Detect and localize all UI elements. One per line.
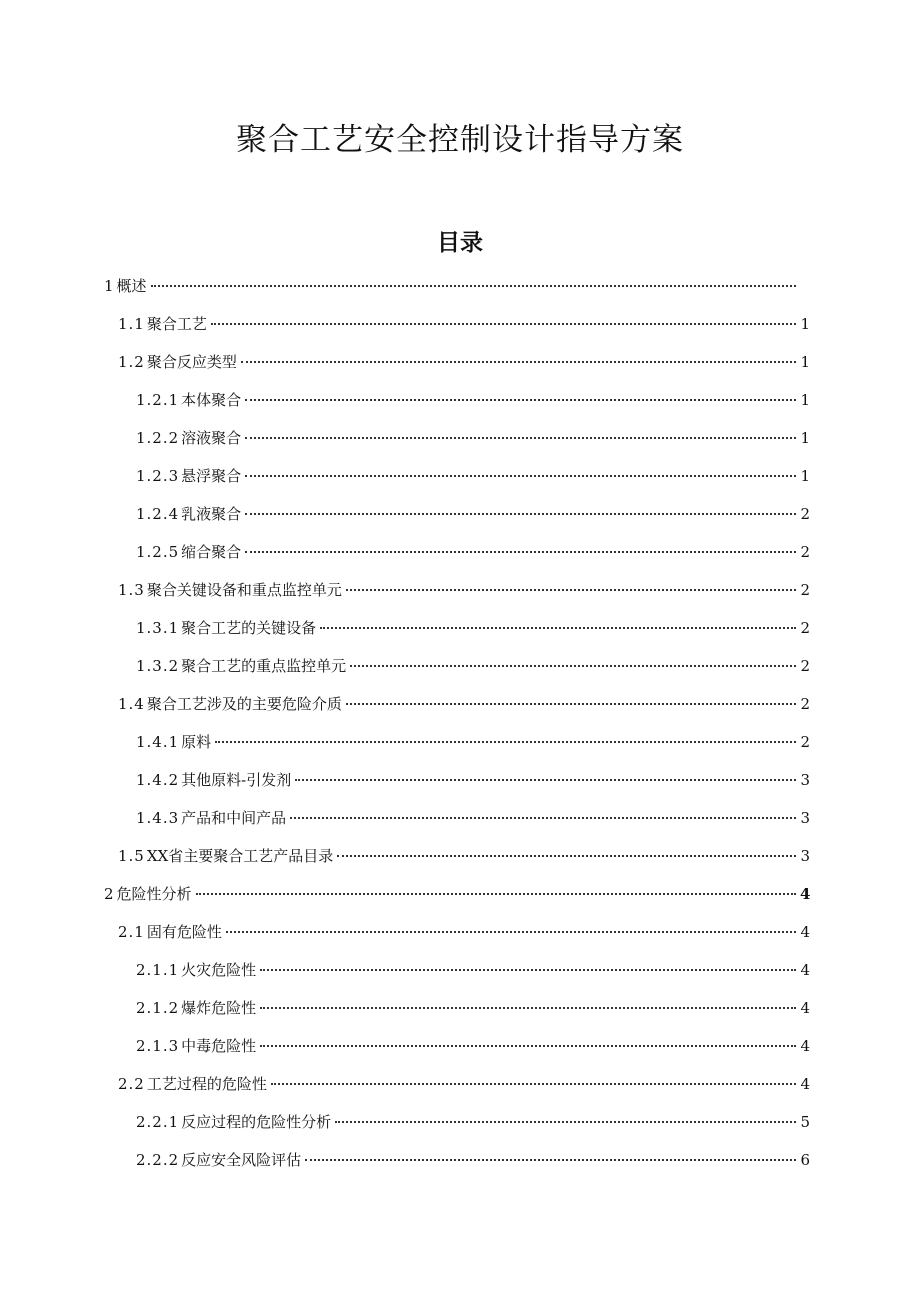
toc-dot-leader (245, 475, 796, 477)
toc-entry[interactable] (104, 274, 810, 298)
toc-entry-page: 1 (800, 391, 810, 409)
toc-entry-title: 爆炸危险性 (181, 999, 257, 1017)
toc-entry-number: 2 (104, 885, 115, 903)
toc-dot-leader (350, 665, 796, 667)
toc-entry-title: 聚合工艺 (146, 315, 207, 333)
toc-entry-page: 3 (800, 809, 810, 827)
toc-dot-leader (346, 589, 796, 591)
toc-entry-page: 4 (800, 1075, 810, 1093)
toc-entry-page: 4 (800, 1037, 810, 1055)
toc-dot-leader (295, 779, 796, 781)
toc-dot-leader (346, 703, 796, 705)
toc-entry-number: 2.1.2 (136, 999, 180, 1017)
toc-entry-page: 2 (800, 543, 810, 561)
toc-entry-number: 1.2.1 (136, 391, 180, 409)
toc-entry[interactable] (136, 958, 810, 982)
toc-entry-number: 1.2.5 (136, 543, 180, 561)
toc-dot-leader (196, 893, 796, 895)
toc-entry-number: 1.4.2 (136, 771, 180, 789)
toc-entry-title: 火灾危险性 (181, 961, 257, 979)
document-title: 聚合工艺安全控制设计指导方案 (236, 122, 684, 158)
toc-entry-page: 2 (800, 733, 810, 751)
toc-entry-number: 1.3.1 (136, 619, 180, 637)
toc-dot-leader (245, 399, 796, 401)
toc-entry[interactable] (136, 654, 810, 678)
toc-dot-leader (260, 1045, 796, 1047)
toc-entry-title: XX省主要聚合工艺产品目录 (146, 847, 334, 865)
toc-entry-page: 4 (800, 999, 810, 1017)
toc-entry-page: 1 (800, 353, 810, 371)
toc-dot-leader (290, 817, 796, 819)
toc-entry-number: 2.1 (118, 923, 145, 941)
toc-entry-number: 1.1 (118, 315, 145, 333)
toc-entry[interactable] (136, 1148, 810, 1172)
toc-entry-page: 1 (800, 315, 810, 333)
toc-entry-title: 聚合工艺的关键设备 (181, 619, 317, 637)
toc-dot-leader (245, 437, 796, 439)
toc-entry-title: 聚合反应类型 (146, 353, 237, 371)
toc-entry[interactable] (136, 502, 810, 526)
toc-entry[interactable] (136, 1034, 810, 1058)
toc-entry-number: 2.1.1 (136, 961, 180, 979)
toc-dot-leader (320, 627, 796, 629)
toc-entry[interactable] (118, 844, 810, 868)
toc-entry-page: 6 (800, 1151, 810, 1169)
toc-entry-number: 1.2.4 (136, 505, 180, 523)
toc-entry-number: 2.1.3 (136, 1037, 180, 1055)
toc-dot-leader (245, 513, 796, 515)
toc-entry-title: 其他原料-引发剂 (181, 771, 292, 789)
toc-entry[interactable] (104, 882, 810, 906)
toc-entry[interactable] (136, 730, 810, 754)
toc-entry-title: 概述 (116, 277, 147, 295)
toc-entry-number: 1.3.2 (136, 657, 180, 675)
toc-entry-title: 产品和中间产品 (181, 809, 287, 827)
toc-entry-page: 4 (800, 923, 810, 941)
toc-entry[interactable] (136, 426, 810, 450)
toc-entry[interactable] (118, 692, 810, 716)
toc-entry[interactable] (118, 350, 810, 374)
toc-entry-title: 工艺过程的危险性 (146, 1075, 267, 1093)
toc-entry-title: 聚合关键设备和重点监控单元 (146, 581, 342, 599)
toc-dot-leader (305, 1159, 796, 1161)
toc-dot-leader (241, 361, 796, 363)
toc-entry-page: 5 (800, 1113, 810, 1131)
toc-entry-page: 3 (800, 771, 810, 789)
toc-entry[interactable] (136, 1110, 810, 1134)
toc-entry-title: 反应过程的危险性分析 (181, 1113, 332, 1131)
toc-entry-number: 1.2.3 (136, 467, 180, 485)
toc-entry-page: 3 (800, 847, 810, 865)
toc-entry-page: 4 (800, 885, 810, 903)
toc-entry[interactable] (136, 464, 810, 488)
toc-dot-leader (151, 285, 796, 287)
toc-dot-leader (337, 855, 796, 857)
toc-entry-number: 1.3 (118, 581, 145, 599)
toc-dot-leader (211, 323, 796, 325)
toc-dot-leader (335, 1121, 796, 1123)
toc-entry-title: 固有危险性 (146, 923, 222, 941)
toc-entry-title: 中毒危险性 (181, 1037, 257, 1055)
toc-entry[interactable] (136, 616, 810, 640)
toc-entry-number: 2.2.2 (136, 1151, 180, 1169)
toc-entry-title: 乳液聚合 (181, 505, 242, 523)
toc-entry-title: 危险性分析 (116, 885, 192, 903)
toc-entry[interactable] (136, 388, 810, 412)
toc-entry-number: 1.4 (118, 695, 145, 713)
toc-entry-number: 1 (104, 277, 115, 295)
toc-entry-page: 2 (800, 695, 810, 713)
toc-entry[interactable] (118, 312, 810, 336)
toc-entry-number: 2.2.1 (136, 1113, 180, 1131)
toc-entry[interactable] (118, 1072, 810, 1096)
toc-entry-title: 聚合工艺涉及的主要危险介质 (146, 695, 342, 713)
toc-entry[interactable] (136, 768, 810, 792)
toc-entry-title: 缩合聚合 (181, 543, 242, 561)
toc-entry[interactable] (136, 806, 810, 830)
toc-dot-leader (271, 1083, 796, 1085)
toc-entry-number: 1.4.1 (136, 733, 180, 751)
toc-entry-number: 2.2 (118, 1075, 145, 1093)
toc-entry-page: 2 (800, 619, 810, 637)
toc-entry-page: 1 (800, 429, 810, 447)
toc-entry-title: 原料 (181, 733, 212, 751)
toc-entry-number: 1.4.3 (136, 809, 180, 827)
toc-dot-leader (245, 551, 796, 553)
toc-heading: 目录 (437, 230, 483, 256)
toc-entry[interactable] (118, 920, 810, 944)
toc-entry-title: 反应安全风险评估 (181, 1151, 302, 1169)
toc-entry[interactable] (136, 996, 810, 1020)
toc-dot-leader (215, 741, 796, 743)
toc-entry-page: 2 (800, 657, 810, 675)
toc-entry-page: 1 (800, 467, 810, 485)
toc-entry[interactable] (118, 578, 810, 602)
toc-entry-number: 1.2 (118, 353, 145, 371)
toc-entry-page: 2 (800, 505, 810, 523)
toc-entry[interactable] (136, 540, 810, 564)
toc-entry-page: 2 (800, 581, 810, 599)
toc-entry-title: 本体聚合 (181, 391, 242, 409)
toc-entry-number: 1.5 (118, 847, 145, 865)
toc-entry-number: 1.2.2 (136, 429, 180, 447)
toc-entry-title: 溶液聚合 (181, 429, 242, 447)
toc-dot-leader (260, 1007, 796, 1009)
toc-entry-page: 4 (800, 961, 810, 979)
toc-entry-title: 悬浮聚合 (181, 467, 242, 485)
toc-entry-title: 聚合工艺的重点监控单元 (181, 657, 347, 675)
toc-dot-leader (226, 931, 796, 933)
toc-dot-leader (260, 969, 796, 971)
